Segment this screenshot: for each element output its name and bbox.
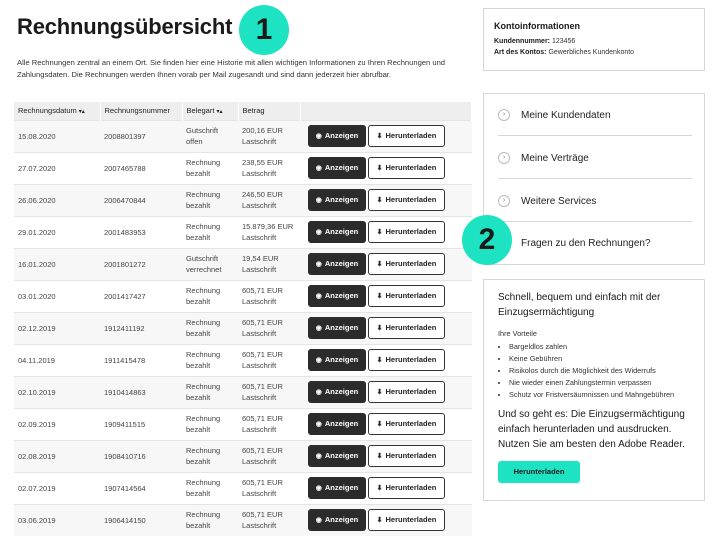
invoice-amount: 605,71 EUR Lastschrift bbox=[238, 408, 300, 440]
table-row bbox=[14, 504, 472, 536]
invoice-type: Rechnung bezahlt bbox=[182, 280, 238, 312]
show-button[interactable]: ◉ Anzeigen bbox=[308, 477, 366, 499]
advantages-title: Ihre Vorteile bbox=[498, 329, 537, 338]
invoice-type: Rechnung bezahlt bbox=[182, 344, 238, 376]
show-button[interactable]: ◉ Anzeigen bbox=[308, 221, 366, 243]
chevron-right-icon: › bbox=[498, 109, 510, 121]
table-row bbox=[14, 408, 472, 440]
download-icon: ⬇ bbox=[376, 229, 383, 236]
show-button[interactable]: ◉ Anzeigen bbox=[308, 157, 366, 179]
invoice-date: 02.12.2019 bbox=[14, 312, 100, 344]
account-type-row: Art des Kontos: Gewerbliches Kundenkonto bbox=[494, 49, 635, 56]
link-contracts[interactable]: › Meine Verträge bbox=[498, 137, 692, 179]
quick-links-panel bbox=[483, 93, 705, 265]
row-actions bbox=[300, 344, 472, 376]
invoice-amount: 605,71 EUR Lastschrift bbox=[238, 344, 300, 376]
download-button[interactable]: ⬇ Herunterladen bbox=[368, 253, 445, 275]
show-button[interactable]: ◉ Anzeigen bbox=[308, 445, 366, 467]
invoice-date: 15.08.2020 bbox=[14, 120, 100, 152]
row-actions bbox=[300, 184, 472, 216]
invoice-number: 2001483953 bbox=[100, 216, 182, 248]
table-row bbox=[14, 216, 472, 248]
download-icon: ⬇ bbox=[376, 421, 383, 428]
table-row bbox=[14, 280, 472, 312]
invoice-number: 2006470844 bbox=[100, 184, 182, 216]
table-header-row bbox=[14, 102, 472, 120]
invoice-number: 1906414150 bbox=[100, 504, 182, 536]
invoice-number: 1911415478 bbox=[100, 344, 182, 376]
invoice-date: 03.01.2020 bbox=[14, 280, 100, 312]
invoice-type: Rechnung bezahlt bbox=[182, 504, 238, 536]
chevron-right-icon: › bbox=[498, 195, 510, 207]
download-button[interactable]: ⬇ Herunterladen bbox=[368, 285, 445, 307]
download-button[interactable]: ⬇ Herunterladen bbox=[368, 317, 445, 339]
show-button[interactable]: ◉ Anzeigen bbox=[308, 253, 366, 275]
col-header-type[interactable]: Belegart ▾▴ bbox=[182, 102, 238, 120]
row-actions bbox=[300, 504, 472, 536]
invoice-type: Rechnung bezahlt bbox=[182, 472, 238, 504]
invoice-number: 1908410716 bbox=[100, 440, 182, 472]
eye-icon: ◉ bbox=[315, 197, 322, 204]
invoice-number: 1907414564 bbox=[100, 472, 182, 504]
invoice-amount: 605,71 EUR Lastschrift bbox=[238, 504, 300, 536]
account-info-panel bbox=[483, 8, 705, 71]
invoice-number: 1909411515 bbox=[100, 408, 182, 440]
invoice-type: Rechnung bezahlt bbox=[182, 216, 238, 248]
sort-icon[interactable]: ▾▴ bbox=[78, 109, 85, 116]
row-actions bbox=[300, 120, 472, 152]
table-row bbox=[14, 440, 472, 472]
invoice-amount: 605,71 EUR Lastschrift bbox=[238, 440, 300, 472]
invoice-table bbox=[14, 102, 472, 536]
download-icon: ⬇ bbox=[376, 133, 383, 140]
step-badge-1: 1 bbox=[239, 5, 289, 55]
table-row bbox=[14, 376, 472, 408]
show-button[interactable]: ◉ Anzeigen bbox=[308, 285, 366, 307]
download-icon: ⬇ bbox=[376, 453, 383, 460]
eye-icon: ◉ bbox=[315, 133, 322, 140]
invoice-date: 03.06.2019 bbox=[14, 504, 100, 536]
download-icon: ⬇ bbox=[376, 357, 383, 364]
show-button[interactable]: ◉ Anzeigen bbox=[308, 317, 366, 339]
show-button[interactable]: ◉ Anzeigen bbox=[308, 189, 366, 211]
table-row bbox=[14, 344, 472, 376]
chevron-right-icon: › bbox=[498, 152, 510, 164]
invoice-date: 02.10.2019 bbox=[14, 376, 100, 408]
list-item: • Keine Gebühren bbox=[509, 353, 690, 365]
invoice-number: 2001417427 bbox=[100, 280, 182, 312]
eye-icon: ◉ bbox=[315, 357, 322, 364]
invoice-date: 02.08.2019 bbox=[14, 440, 100, 472]
list-item: • Bargeldlos zahlen bbox=[509, 341, 690, 353]
table-row bbox=[14, 472, 472, 504]
download-icon: ⬇ bbox=[376, 485, 383, 492]
invoice-date: 02.09.2019 bbox=[14, 408, 100, 440]
col-header-amount: Betrag bbox=[238, 102, 300, 120]
download-icon: ⬇ bbox=[376, 293, 383, 300]
invoice-amount: 605,71 EUR Lastschrift bbox=[238, 280, 300, 312]
table-row bbox=[14, 248, 472, 280]
show-button[interactable]: ◉ Anzeigen bbox=[308, 381, 366, 403]
invoice-number: 2008801397 bbox=[100, 120, 182, 152]
download-icon: ⬇ bbox=[376, 261, 383, 268]
download-button[interactable]: ⬇ Herunterladen bbox=[368, 221, 445, 243]
invoice-type: Rechnung bezahlt bbox=[182, 184, 238, 216]
invoice-type: Rechnung bezahlt bbox=[182, 152, 238, 184]
download-button[interactable]: ⬇ Herunterladen bbox=[368, 413, 445, 435]
link-invoice-questions[interactable]: Fragen zu den Rechnungen? bbox=[521, 238, 651, 249]
account-info-heading: Kontoinformationen bbox=[494, 21, 580, 31]
download-mandate-button[interactable]: Herunterladen bbox=[498, 461, 580, 483]
row-actions bbox=[300, 376, 472, 408]
show-button[interactable]: ◉ Anzeigen bbox=[308, 349, 366, 371]
intro-text: Alle Rechnungen zentral an einem Ort. Sie finden hier eine Historie mit allen wichtigen Informationen zu Ihren Rechnungen und Zahlungsdaten. Die Rechnungen werden Ihnen vorab per Mail zugesandt und sind dann jederzeit hier abrufbar. bbox=[17, 58, 446, 79]
invoice-amount: 238,55 EUR Lastschrift bbox=[238, 152, 300, 184]
download-button[interactable]: ⬇ Herunterladen bbox=[368, 509, 445, 531]
eye-icon: ◉ bbox=[315, 325, 322, 332]
invoice-number: 2007465788 bbox=[100, 152, 182, 184]
download-icon: ⬇ bbox=[376, 389, 383, 396]
advantages-list bbox=[509, 341, 690, 401]
link-services[interactable]: › Weitere Services bbox=[498, 180, 692, 222]
eye-icon: ◉ bbox=[315, 389, 322, 396]
invoice-number: 1912411192 bbox=[100, 312, 182, 344]
invoice-type: Rechnung bezahlt bbox=[182, 440, 238, 472]
invoice-amount: 15.879,36 EUR Lastschrift bbox=[238, 216, 300, 248]
row-actions bbox=[300, 440, 472, 472]
col-header-date[interactable]: Rechnungsdatum ▾▴ bbox=[14, 102, 100, 120]
eye-icon: ◉ bbox=[315, 517, 322, 525]
eye-icon: ◉ bbox=[315, 165, 322, 172]
invoice-amount: 19,54 EUR Lastschrift bbox=[238, 248, 300, 280]
download-icon: ⬇ bbox=[376, 325, 383, 332]
link-customer-data[interactable]: › Meine Kundendaten bbox=[498, 94, 692, 136]
row-actions bbox=[300, 408, 472, 440]
invoice-date: 29.01.2020 bbox=[14, 216, 100, 248]
download-button[interactable]: ⬇ Herunterladen bbox=[368, 381, 445, 403]
row-actions bbox=[300, 472, 472, 504]
show-button[interactable]: ◉ Anzeigen bbox=[308, 509, 366, 531]
table-row bbox=[14, 152, 472, 184]
invoice-amount: 246,50 EUR Lastschrift bbox=[238, 184, 300, 216]
download-button[interactable]: ⬇ Herunterladen bbox=[368, 157, 445, 179]
download-button[interactable]: ⬇ Herunterladen bbox=[368, 445, 445, 467]
invoice-date: 26.06.2020 bbox=[14, 184, 100, 216]
page-title: Rechnungsübersicht bbox=[17, 14, 233, 39]
invoice-amount: 605,71 EUR Lastschrift bbox=[238, 376, 300, 408]
row-actions bbox=[300, 216, 472, 248]
download-button[interactable]: ⬇ Herunterladen bbox=[368, 125, 445, 147]
invoice-date: 02.07.2019 bbox=[14, 472, 100, 504]
eye-icon: ◉ bbox=[315, 453, 322, 460]
download-button[interactable]: ⬇ Herunterladen bbox=[368, 189, 445, 211]
list-item: • Risikolos durch die Möglichkeit des Widerrufs bbox=[509, 365, 690, 377]
download-icon: ⬇ bbox=[376, 165, 383, 172]
row-actions bbox=[300, 312, 472, 344]
eye-icon: ◉ bbox=[315, 261, 322, 268]
table-row bbox=[14, 184, 472, 216]
direct-debit-heading: Schnell, bequem und einfach mit der Einzugsermächtigung bbox=[498, 292, 661, 318]
row-actions bbox=[300, 248, 472, 280]
download-button[interactable]: ⬇ Herunterladen bbox=[368, 477, 445, 499]
how-it-works-text: Und so geht es: Die Einzugsermächtigung einfach herunterladen und ausdrucken. Nutzen Sie am besten den Adobe Reader. bbox=[498, 409, 685, 450]
invoice-type: Rechnung bezahlt bbox=[182, 408, 238, 440]
invoice-date: 16.01.2020 bbox=[14, 248, 100, 280]
download-button[interactable]: ⬇ Herunterladen bbox=[368, 349, 445, 371]
invoice-number: 1910414863 bbox=[100, 376, 182, 408]
invoice-type: Rechnung bezahlt bbox=[182, 312, 238, 344]
table-row bbox=[14, 312, 472, 344]
eye-icon: ◉ bbox=[315, 293, 322, 300]
col-header-number: Rechnungsnummer bbox=[100, 102, 182, 120]
invoice-number: 2001801272 bbox=[100, 248, 182, 280]
invoice-type: Gutschrift verrechnet bbox=[182, 248, 238, 280]
invoice-amount: 605,71 EUR Lastschrift bbox=[238, 312, 300, 344]
invoice-amount: 200,16 EUR Lastschrift bbox=[238, 120, 300, 152]
invoice-amount: 605,71 EUR Lastschrift bbox=[238, 472, 300, 504]
list-item: • Nie wieder einen Zahlungstermin verpassen bbox=[509, 377, 690, 389]
invoice-type: Gutschrift offen bbox=[182, 120, 238, 152]
eye-icon: ◉ bbox=[315, 485, 322, 492]
download-icon: ⬇ bbox=[376, 517, 383, 525]
eye-icon: ◉ bbox=[315, 229, 322, 236]
invoice-date: 04.11.2019 bbox=[14, 344, 100, 376]
customer-number-row: Kundennummer: 123456 bbox=[494, 38, 576, 45]
step-badge-2: 2 bbox=[462, 215, 512, 265]
list-item: • Schutz vor Fristversäumnissen und Mahngebühren bbox=[509, 389, 690, 401]
invoice-type: Rechnung bezahlt bbox=[182, 376, 238, 408]
row-actions bbox=[300, 280, 472, 312]
show-button[interactable]: ◉ Anzeigen bbox=[308, 125, 366, 147]
sort-icon[interactable]: ▾▴ bbox=[216, 109, 223, 116]
show-button[interactable]: ◉ Anzeigen bbox=[308, 413, 366, 435]
row-actions bbox=[300, 152, 472, 184]
direct-debit-panel bbox=[483, 279, 705, 501]
col-header-actions bbox=[300, 102, 472, 120]
invoice-date: 27.07.2020 bbox=[14, 152, 100, 184]
download-icon: ⬇ bbox=[376, 197, 383, 204]
table-row bbox=[14, 120, 472, 152]
eye-icon: ◉ bbox=[315, 421, 322, 428]
